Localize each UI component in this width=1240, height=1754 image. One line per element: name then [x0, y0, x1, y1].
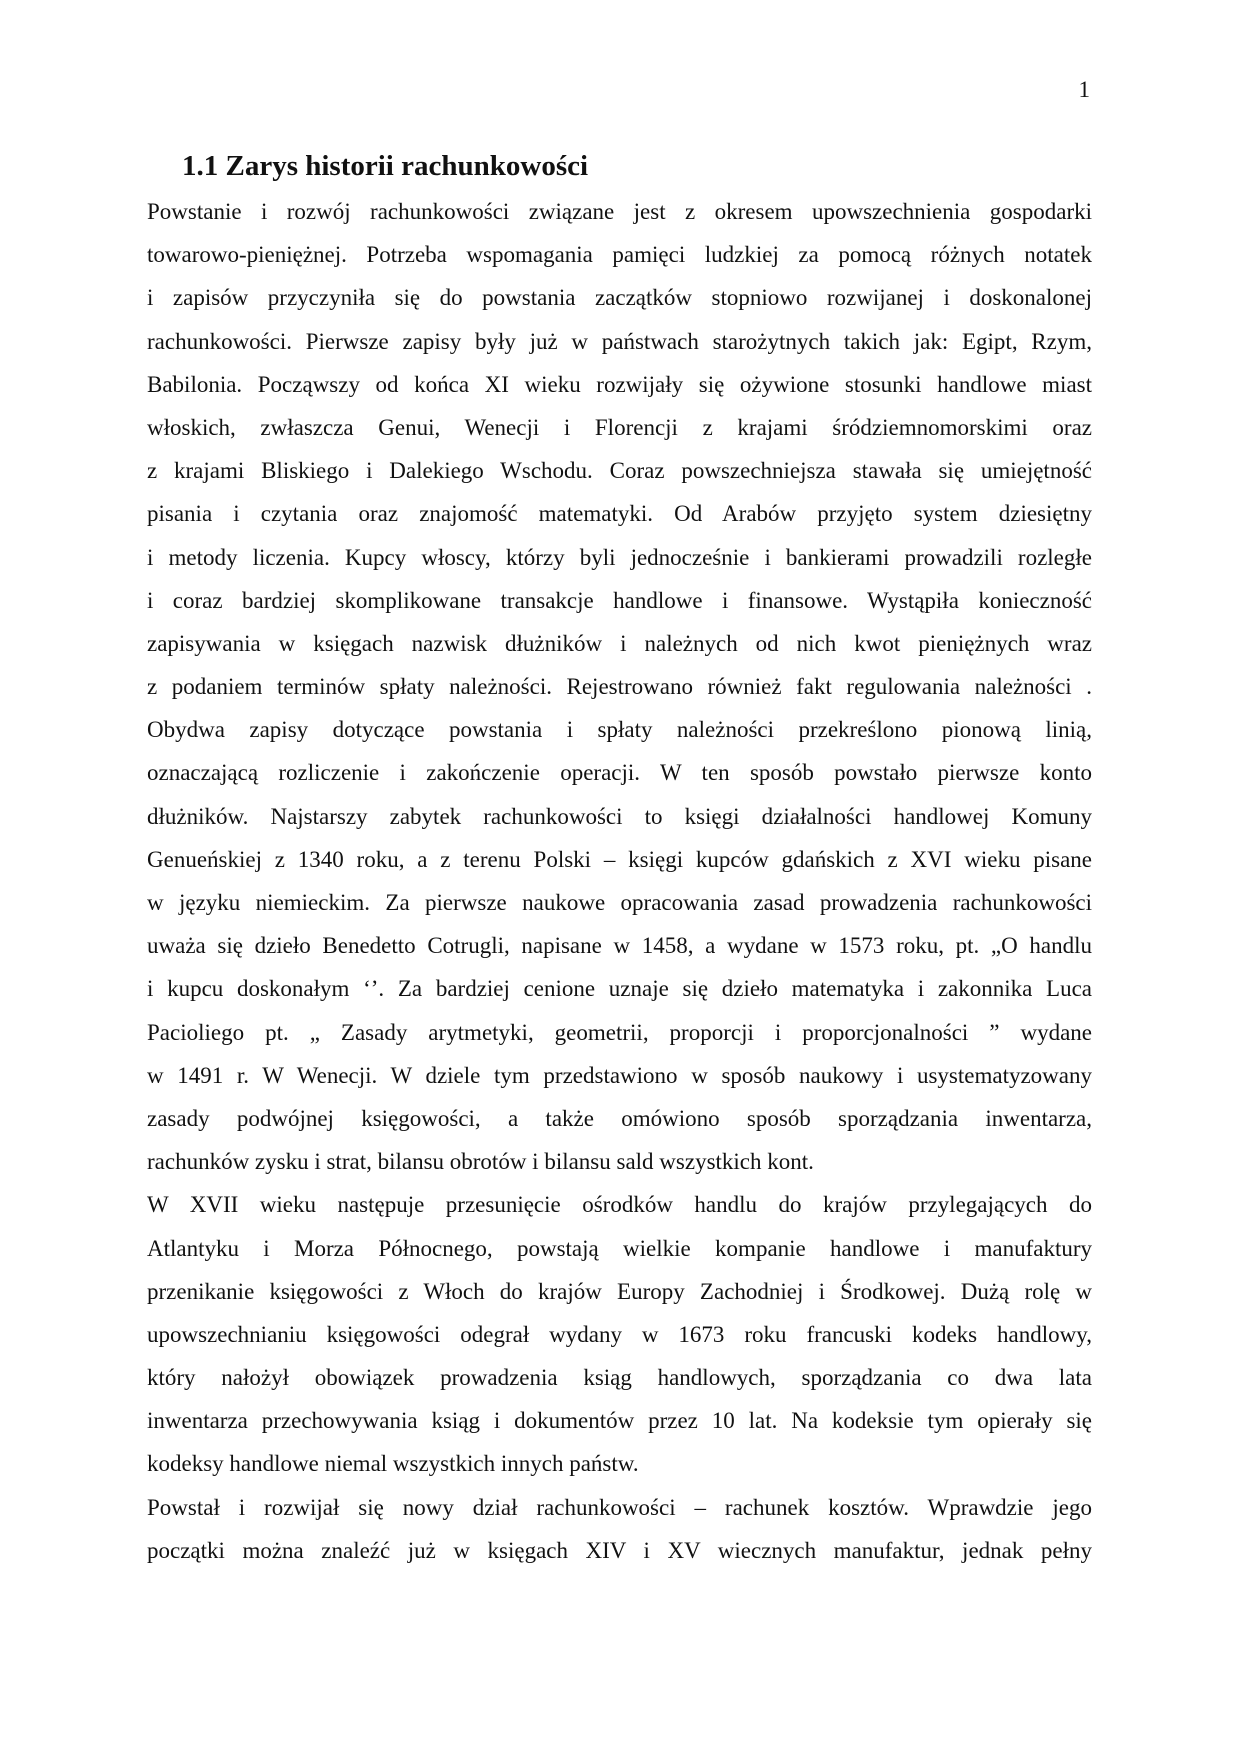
text-line: w 1491 r. W Wenecji. W dziele tym przedstawiono w sposób naukowy i usystematyzowany: [147, 1062, 1092, 1088]
text-line: Pacioliego pt. „ Zasady arytmetyki, geometrii, proporcji i proporcjonalności ” wydane: [147, 1019, 1092, 1045]
text-line: Powstanie i rozwój rachunkowości związane jest z okresem upowszechnienia gospodarki: [147, 199, 1092, 224]
paragraph: [147, 1486, 1092, 1572]
text-line: oznaczającą rozliczenie i zakończenie operacji. W ten sposób powstało pierwsze konto: [147, 760, 1092, 786]
text-line: Atlantyku i Morza Północnego, powstają wielkie kompanie handlowe i manufaktury: [147, 1235, 1092, 1261]
text-line: Obydwa zapisy dotyczące powstania i spłaty należności przekreślono pionową linią,: [147, 717, 1092, 743]
paragraph: [147, 1183, 1092, 1485]
text-line: inwentarza przechowywania ksiąg i dokumentów przez 10 lat. Na kodeksie tym opierały się: [147, 1408, 1092, 1434]
body-text: [147, 190, 1092, 1572]
text-line: zapisywania w księgach nazwisk dłużników i należnych od nich kwot pieniężnych wraz: [147, 630, 1092, 656]
text-line: upowszechnianiu księgowości odegrał wydany w 1673 roku francuski kodeks handlowy,: [147, 1321, 1092, 1347]
text-line: kodeksy handlowe niemal wszystkich innych państw.: [147, 1451, 639, 1477]
text-line: włoskich, zwłaszcza Genui, Wenecji i Florencji z krajami śródziemnomorskimi oraz: [147, 414, 1092, 440]
text-line: i kupcu doskonałym ‘’. Za bardziej cenione uznaje się dzieło matematyka i zakonnika Luca: [147, 976, 1092, 1002]
text-line: W XVII wieku następuje przesunięcie ośrodków handlu do krajów przylegających do: [147, 1192, 1092, 1218]
text-line: Babilonia. Począwszy od końca XI wieku rozwijały się ożywione stosunki handlowe miast: [147, 371, 1092, 397]
text-line: rachunków zysku i strat, bilansu obrotów i bilansu sald wszystkich kont.: [147, 1149, 814, 1175]
text-line: początki można znaleźć już w księgach XIV i XV wiecznych manufaktur, jednak pełny: [147, 1537, 1092, 1563]
text-line: Genueńskiej z 1340 roku, a z terenu Polski – księgi kupców gdańskich z XVI wieku pisane: [147, 846, 1092, 872]
text-line: który nałożył obowiązek prowadzenia ksiąg handlowych, sporządzania co dwa lata: [147, 1365, 1092, 1391]
text-line: z krajami Bliskiego i Dalekiego Wschodu. Coraz powszechniejsza stawała się umiejętność: [147, 458, 1092, 484]
text-line: pisania i czytania oraz znajomość matematyki. Od Arabów przyjęto system dziesiętny: [147, 501, 1092, 527]
text-line: w języku niemieckim. Za pierwsze naukowe opracowania zasad prowadzenia rachunkowości: [147, 890, 1092, 915]
paragraph: [147, 190, 1092, 1183]
text-line: rachunkowości. Pierwsze zapisy były już w państwach starożytnych takich jak: Egipt, Rzym,: [147, 328, 1092, 354]
text-line: uważa się dzieło Benedetto Cotrugli, napisane w 1458, a wydane w 1573 roku, pt. „O handlu: [147, 933, 1092, 959]
text-line: z podaniem terminów spłaty należności. Rejestrowano również fakt regulowania należności .: [147, 674, 1092, 700]
text-line: i zapisów przyczyniła się do powstania zaczątków stopniowo rozwijanej i doskonalonej: [147, 285, 1092, 311]
text-line: i metody liczenia. Kupcy włoscy, którzy byli jednocześnie i bankierami prowadzili rozległe: [147, 544, 1092, 570]
page-number: 1: [1078, 77, 1090, 102]
section-heading: 1.1 Zarys historii rachunkowości: [182, 150, 589, 182]
text-line: towarowo-pieniężnej. Potrzeba wspomagania pamięci ludzkiej za pomocą różnych notatek: [147, 242, 1092, 268]
text-line: i coraz bardziej skomplikowane transakcje handlowe i finansowe. Wystąpiła konieczność: [147, 587, 1092, 613]
text-line: zasady podwójnej księgowości, a także omówiono sposób sporządzania inwentarza,: [147, 1105, 1092, 1131]
text-line: Powstał i rozwijał się nowy dział rachunkowości – rachunek kosztów. Wprawdzie jego: [147, 1494, 1092, 1520]
text-line: dłużników. Najstarszy zabytek rachunkowości to księgi działalności handlowej Komuny: [147, 803, 1092, 829]
text-line: przenikanie księgowości z Włoch do krajów Europy Zachodniej i Środkowej. Dużą rolę w: [147, 1278, 1092, 1304]
